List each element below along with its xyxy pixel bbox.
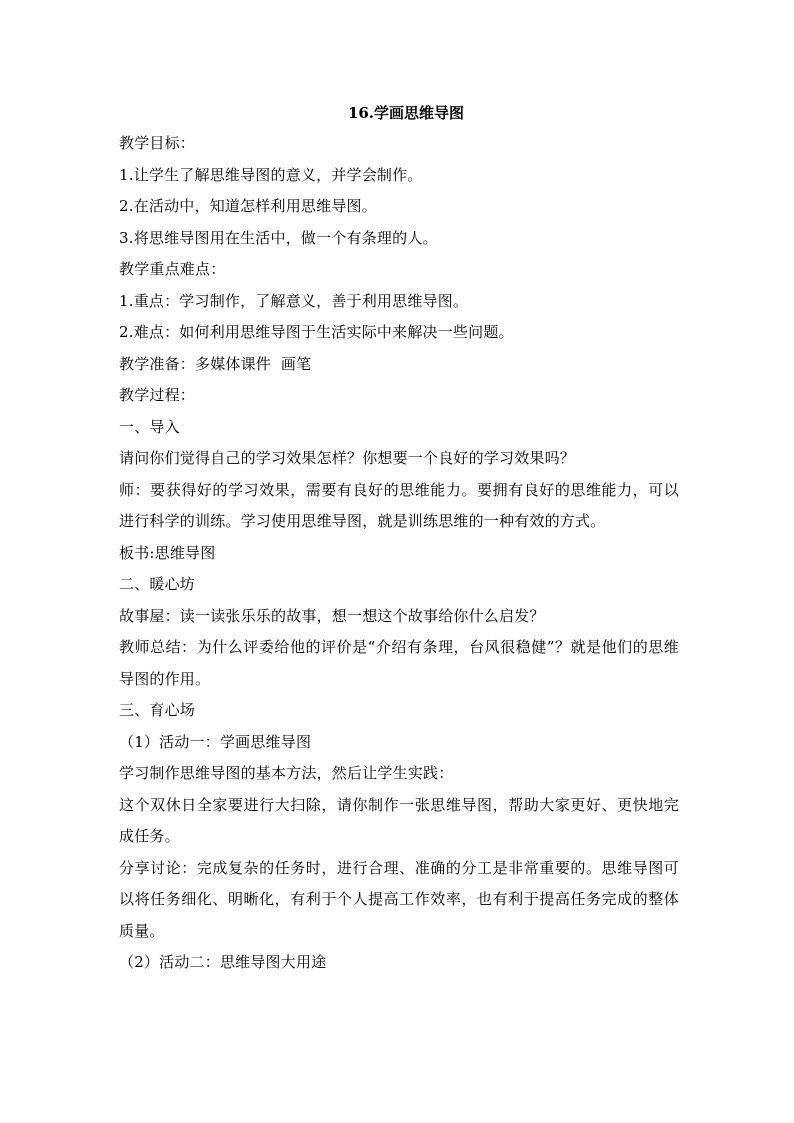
share-discussion: 分享讨论：完成复杂的任务时，进行合理、准确的分工是非常重要的。思维导图可以将任务细化、明晰化，有利于个人提高工作效率，也有利于提高任务完成的整体质量。	[119, 858, 679, 940]
activity-1-task: 这个双休日全家要进行大扫除，请你制作一张思维导图，帮助大家更好、更快地完成任务。	[119, 795, 679, 845]
key-point-2: 2.难点：如何利用思维导图于生活实际中来解决一些问题。	[119, 323, 514, 341]
activity-1-method: 学习制作思维导图的基本方法，然后让学生实践：	[119, 764, 454, 782]
story-house: 故事屋：读一读张乐乐的故事，想一想这个故事给你什么启发？	[119, 606, 545, 625]
activity-1-heading: （1）活动一：学画思维导图	[119, 732, 312, 751]
teacher-summary: 教师总结：为什么评委给他的评价是“介绍有条理，台风很稳健”？就是他们的思维导图的作用。	[119, 638, 679, 688]
goal-item-2: 2.在活动中，知道怎样利用思维导图。	[119, 197, 377, 215]
heading-teaching-process: 教学过程：	[119, 386, 196, 404]
goal-item-3: 3.将思维导图用在生活中，做一个有条理的人。	[119, 228, 438, 247]
teaching-preparation: 教学准备：多媒体课件 画笔	[119, 354, 312, 373]
section-1-heading: 一、导入	[119, 417, 180, 436]
teacher-paragraph: 师：要获得好的学习效果，需要有良好的思维能力。要拥有良好的思维能力，可以进行科学的训练。学习使用思维导图，就是训练思维的一种有效的方式。	[119, 480, 679, 530]
activity-2-heading: （2）活动二：思维导图大用途	[119, 953, 327, 971]
heading-teaching-goals: 教学目标：	[119, 134, 196, 152]
section-2-heading: 二、暖心坊	[119, 575, 196, 593]
intro-question: 请问你们觉得自己的学习效果怎样？你想要一个良好的学习效果吗？	[119, 449, 576, 467]
document-body	[119, 98, 679, 979]
key-point-1: 1.重点：学习制作，了解意义，善于利用思维导图。	[119, 291, 469, 310]
goal-item-1: 1.让学生了解思维导图的意义，并学会制作。	[119, 165, 423, 184]
document-title: 16.学画思维导图	[347, 104, 465, 122]
section-3-heading: 三、育心场	[119, 701, 196, 719]
blackboard-note: 板书:思维导图	[119, 543, 216, 562]
heading-key-points: 教学重点难点：	[119, 260, 226, 278]
